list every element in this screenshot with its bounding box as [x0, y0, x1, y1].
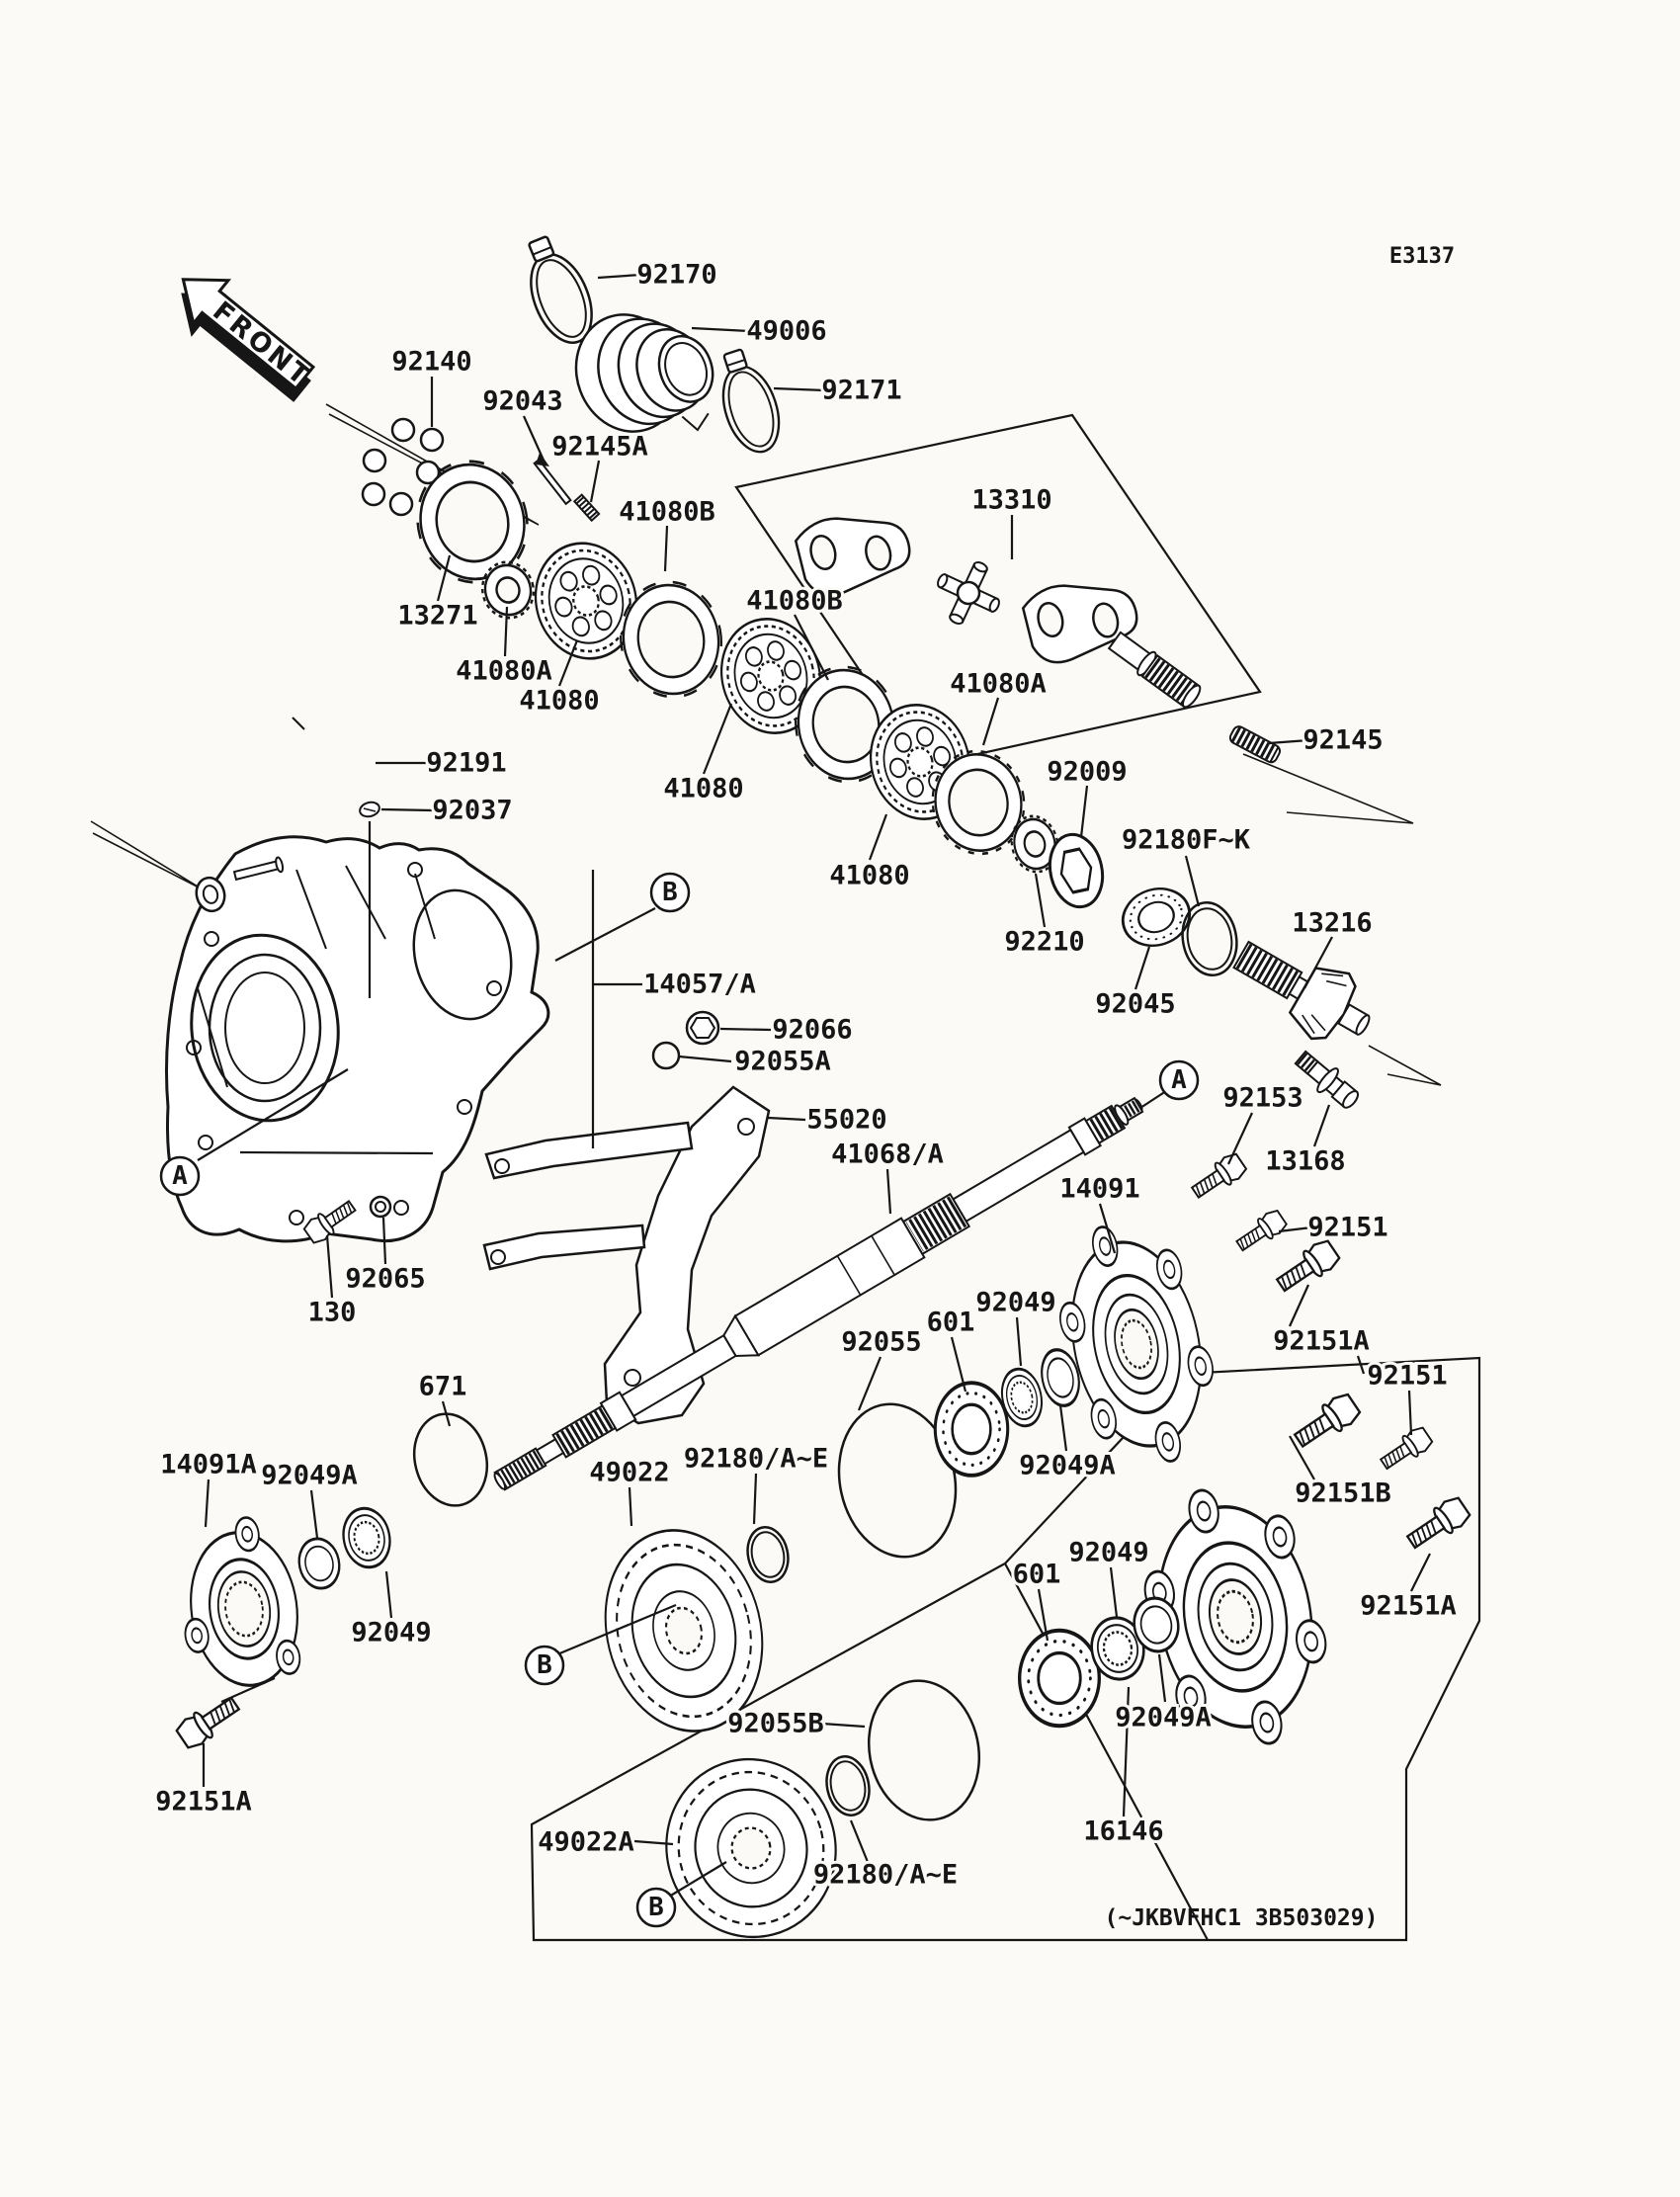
part-label: 92151B — [1295, 1478, 1391, 1509]
seal-92049 — [338, 1504, 395, 1571]
bolt-92151B — [1291, 1391, 1363, 1453]
part-label: 92180/A~E — [812, 1859, 959, 1891]
part-label: 92049 — [975, 1287, 1056, 1318]
diagram-code: E3137 — [1388, 244, 1456, 269]
part-label: 14057/A — [643, 969, 756, 1000]
part-label: 49022 — [589, 1457, 670, 1488]
bearing-601 — [935, 1383, 1007, 1476]
part-label: 92049A — [261, 1460, 358, 1491]
bearing-housing-14091 — [1043, 1211, 1229, 1478]
part-label: 92055 — [841, 1326, 922, 1358]
gear-case-14057 — [167, 837, 548, 1241]
part-label: 601 — [926, 1307, 975, 1338]
shim-92180-AE — [743, 1523, 794, 1585]
part-label: 130 — [307, 1297, 357, 1328]
part-label: 41080B — [746, 585, 843, 617]
part-label: 92170 — [636, 259, 717, 291]
o-ring-92055B — [856, 1670, 991, 1830]
plug-92066 — [687, 1012, 718, 1044]
front-arrow — [158, 258, 327, 413]
bevel-gear-49022A — [647, 1741, 854, 1955]
assembly-marker-A — [1160, 1061, 1198, 1099]
bevel-pinion-13216 — [1222, 922, 1385, 1059]
part-label: 92065 — [345, 1263, 426, 1295]
part-label: 92037 — [432, 795, 513, 826]
part-label: 601 — [1012, 1559, 1061, 1590]
part-label: 92151A — [1360, 1590, 1457, 1622]
part-label: 41080A — [950, 668, 1047, 700]
marker-letter: A — [1171, 1065, 1187, 1095]
breather-pipe-92191 — [293, 718, 377, 844]
assembly-marker-B — [651, 874, 689, 911]
bracket-55020 — [484, 1087, 769, 1423]
part-label: 13271 — [397, 600, 478, 632]
bolt-92151A — [174, 1691, 243, 1751]
bearing-92045 — [1116, 881, 1197, 955]
part-label: 14091 — [1059, 1173, 1140, 1205]
front-label: FRONT — [207, 296, 317, 393]
part-label: 92140 — [391, 346, 472, 378]
part-label: 92066 — [772, 1014, 853, 1046]
part-label: 92009 — [1047, 756, 1128, 788]
hub-14091A — [170, 1512, 306, 1694]
part-label: 13216 — [1292, 907, 1373, 939]
part-label: 92151 — [1307, 1212, 1388, 1243]
part-label: 13168 — [1265, 1145, 1346, 1177]
part-label: 92210 — [1004, 926, 1085, 958]
part-label: 49022A — [538, 1826, 634, 1858]
shim-92180-AE — [821, 1752, 875, 1818]
o-ring-92055A — [653, 1043, 679, 1068]
part-label: 92151A — [1273, 1325, 1370, 1357]
marker-letter: B — [537, 1650, 552, 1680]
part-label: 92180F~K — [1121, 824, 1251, 856]
bearing-601 — [1020, 1631, 1100, 1726]
part-label: 92191 — [426, 747, 507, 779]
part-label: 13310 — [971, 484, 1052, 516]
clamp-92171 — [709, 344, 789, 459]
part-label: 41080 — [519, 685, 600, 717]
part-label: 41080A — [456, 655, 552, 687]
assembly-marker-B — [637, 1889, 675, 1926]
spring-pin-92145A — [574, 495, 599, 521]
bolt-92151 — [1377, 1424, 1434, 1474]
part-label: 41080 — [829, 860, 910, 891]
part-label: 92171 — [821, 375, 902, 406]
assembly-marker-B — [526, 1647, 563, 1684]
part-label: 92151 — [1367, 1360, 1448, 1392]
part-label: 41080B — [619, 496, 715, 528]
part-label: 92153 — [1222, 1082, 1303, 1114]
part-label: 92180/A~E — [683, 1443, 829, 1475]
part-label: 49006 — [746, 315, 827, 347]
part-label: 92043 — [482, 385, 563, 417]
diagram-footnote: (~JKBVFHC1 3B503029) — [1104, 1905, 1379, 1931]
part-label: 92049 — [1068, 1537, 1149, 1568]
part-label: 41068/A — [831, 1139, 944, 1170]
part-label: 92145 — [1302, 724, 1384, 756]
part-label: 92049A — [1115, 1702, 1212, 1733]
ring-92049A — [294, 1535, 344, 1592]
part-label: 14091A — [160, 1449, 257, 1480]
assembly-marker-A — [161, 1157, 199, 1195]
part-label: 16146 — [1083, 1816, 1164, 1847]
part-label: 92049 — [351, 1617, 432, 1648]
bolt-92153 — [1188, 1151, 1248, 1204]
part-label: 92055B — [727, 1708, 824, 1739]
pin-92043 — [535, 460, 571, 504]
part-label: 92045 — [1095, 988, 1176, 1020]
part-label: 92151A — [155, 1786, 252, 1817]
part-label: 55020 — [806, 1104, 887, 1136]
part-label: 92055A — [734, 1046, 831, 1077]
part-label: 671 — [418, 1371, 467, 1402]
bolt-92151A — [1403, 1494, 1472, 1555]
part-label: 92049A — [1019, 1450, 1116, 1481]
marker-letter: A — [172, 1161, 188, 1191]
marker-letter: B — [648, 1893, 664, 1922]
part-label: 92145A — [551, 431, 648, 463]
marker-letter: B — [662, 878, 678, 907]
part-label: 41080 — [663, 773, 744, 804]
o-ring-671 — [405, 1406, 497, 1514]
